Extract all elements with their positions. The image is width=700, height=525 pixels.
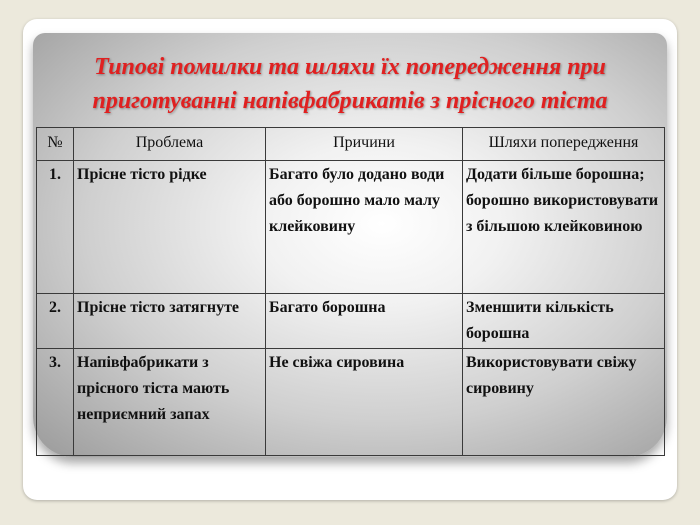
header-prevention: Шляхи попередження [463, 128, 665, 161]
row-prevention: Додати більше борошна; борошно використовувати з більшою клейковиною [463, 161, 665, 294]
row-prevention: Зменшити кількість борошна [463, 294, 665, 349]
row-number: 3. [37, 349, 74, 456]
row-problem: Прісне тісто затягнуте [74, 294, 266, 349]
row-cause: Багато борошна [266, 294, 463, 349]
header-causes: Причини [266, 128, 463, 161]
row-number: 1. [37, 161, 74, 294]
header-problem: Проблема [74, 128, 266, 161]
table-header-row [37, 128, 665, 161]
slide-title [33, 50, 667, 118]
row-cause: Багато було додано води або борошно мало малу клейковину [266, 161, 463, 294]
table-row [37, 294, 665, 349]
table-row [37, 349, 665, 456]
row-prevention: Використовувати свіжу сировину [463, 349, 665, 456]
slide-title-line-2: приготуванні напівфабрикатів з прісного тіста [92, 88, 608, 114]
errors-table [36, 127, 665, 456]
row-cause: Не свіжа сировина [266, 349, 463, 456]
row-problem: Прісне тісто рідке [74, 161, 266, 294]
row-number: 2. [37, 294, 74, 349]
row-problem: Напівфабрикати з прісного тіста мають неприємний запах [74, 349, 266, 456]
header-number: № [37, 128, 74, 161]
table-row [37, 161, 665, 294]
slide-title-line-1: Типові помилки та шляхи їх попередження при [94, 54, 606, 80]
